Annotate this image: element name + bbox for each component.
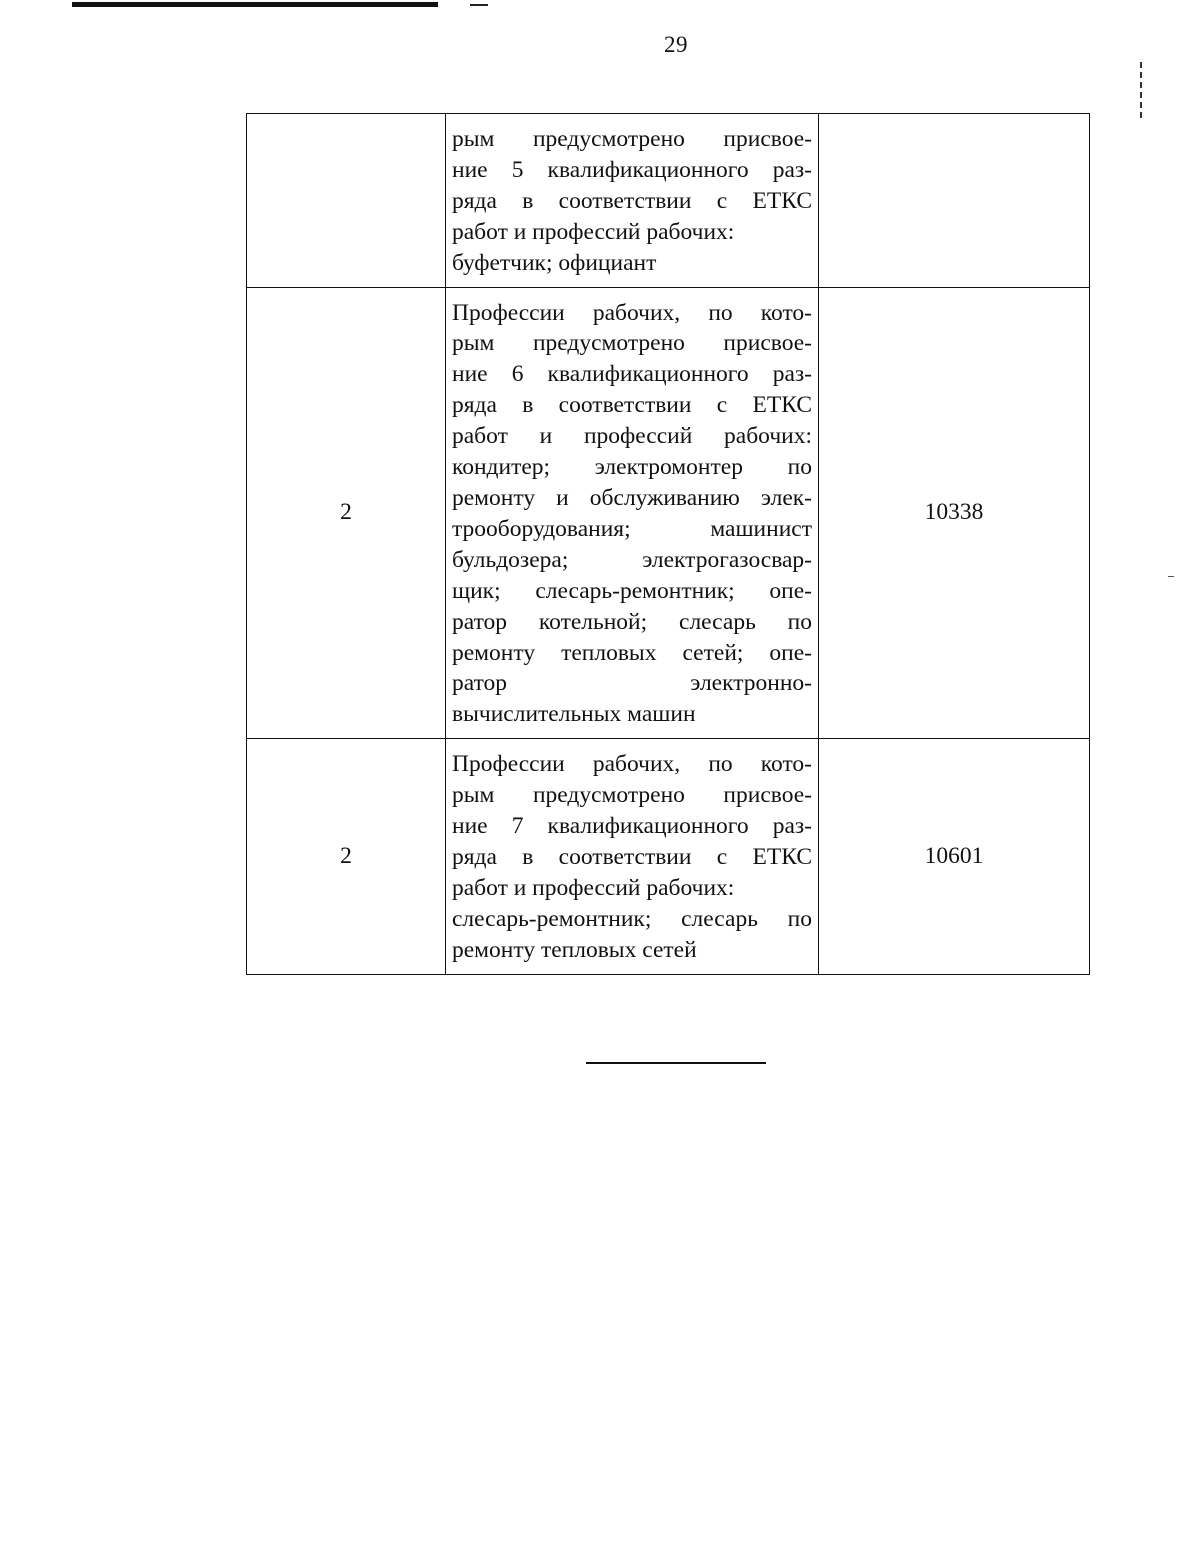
table-cell-code: 10601 xyxy=(819,739,1090,974)
table-row xyxy=(247,287,1090,739)
table-cell-code xyxy=(819,114,1090,288)
description-line: рым предусмотрено присвое- xyxy=(452,330,812,357)
page-number: 29 xyxy=(664,32,688,57)
description-line: ремонту тепловых сетей; опе- xyxy=(452,639,812,666)
description-line: щик; слесарь-ремонтник; опе- xyxy=(452,577,812,604)
table-cell-description xyxy=(446,739,819,974)
description-line: ряда в соответствии с ЕТКС xyxy=(452,187,812,214)
table-cell-description xyxy=(446,287,819,739)
description-line: рым предусмотрено присвое- xyxy=(452,782,812,809)
table-row xyxy=(247,739,1090,974)
description-line: ние 5 квалификационного раз- xyxy=(452,156,812,183)
description-line: ние 7 квалификационного раз- xyxy=(452,813,812,840)
description-line: Профессии рабочих, по кото- xyxy=(452,751,812,778)
scan-artifact-edge xyxy=(1140,62,1145,118)
closing-rule xyxy=(586,1062,766,1064)
table-cell-code: 10338 xyxy=(819,287,1090,739)
scan-artifact-dot xyxy=(1168,576,1174,577)
description-line: работ и профессий рабочих: xyxy=(452,874,735,901)
table-cell-count: 2 xyxy=(247,287,446,739)
description-line: Профессии рабочих, по кото- xyxy=(452,299,812,326)
table-cell-count: 2 xyxy=(247,739,446,974)
description-line: работ и профессий рабочих: xyxy=(452,423,812,450)
description-line: вычислительных машин xyxy=(452,701,696,728)
description-line: кондитер; электромонтер по xyxy=(452,454,812,481)
description-line: трооборудования; машинист xyxy=(452,515,812,542)
description-line: ряда в соответствии с ЕТКС xyxy=(452,392,812,419)
table-row xyxy=(247,114,1090,288)
description-line: ремонту тепловых сетей xyxy=(452,936,697,963)
professions-table xyxy=(246,113,1090,975)
description-line: работ и профессий рабочих: xyxy=(452,218,735,245)
description-line: ратор котельной; слесарь по xyxy=(452,608,812,635)
description-line: буфетчик; официант xyxy=(452,249,657,276)
description-line: рым предусмотрено присвое- xyxy=(452,126,812,152)
description-line: слесарь-ремонтник; слесарь по xyxy=(452,905,812,932)
description-line: ратор электронно- xyxy=(452,670,812,697)
table-cell-description xyxy=(446,114,819,288)
scan-artifact-mark xyxy=(470,4,488,6)
description-line: ряда в соответствии с ЕТКС xyxy=(452,843,812,870)
description-line: бульдозера; электрогазосвар- xyxy=(452,546,812,573)
table-cell-count xyxy=(247,114,446,288)
description-line: ремонту и обслуживанию элек- xyxy=(452,484,812,511)
scan-artifact-bar xyxy=(72,2,438,7)
description-line: ние 6 квалификационного раз- xyxy=(452,361,812,388)
